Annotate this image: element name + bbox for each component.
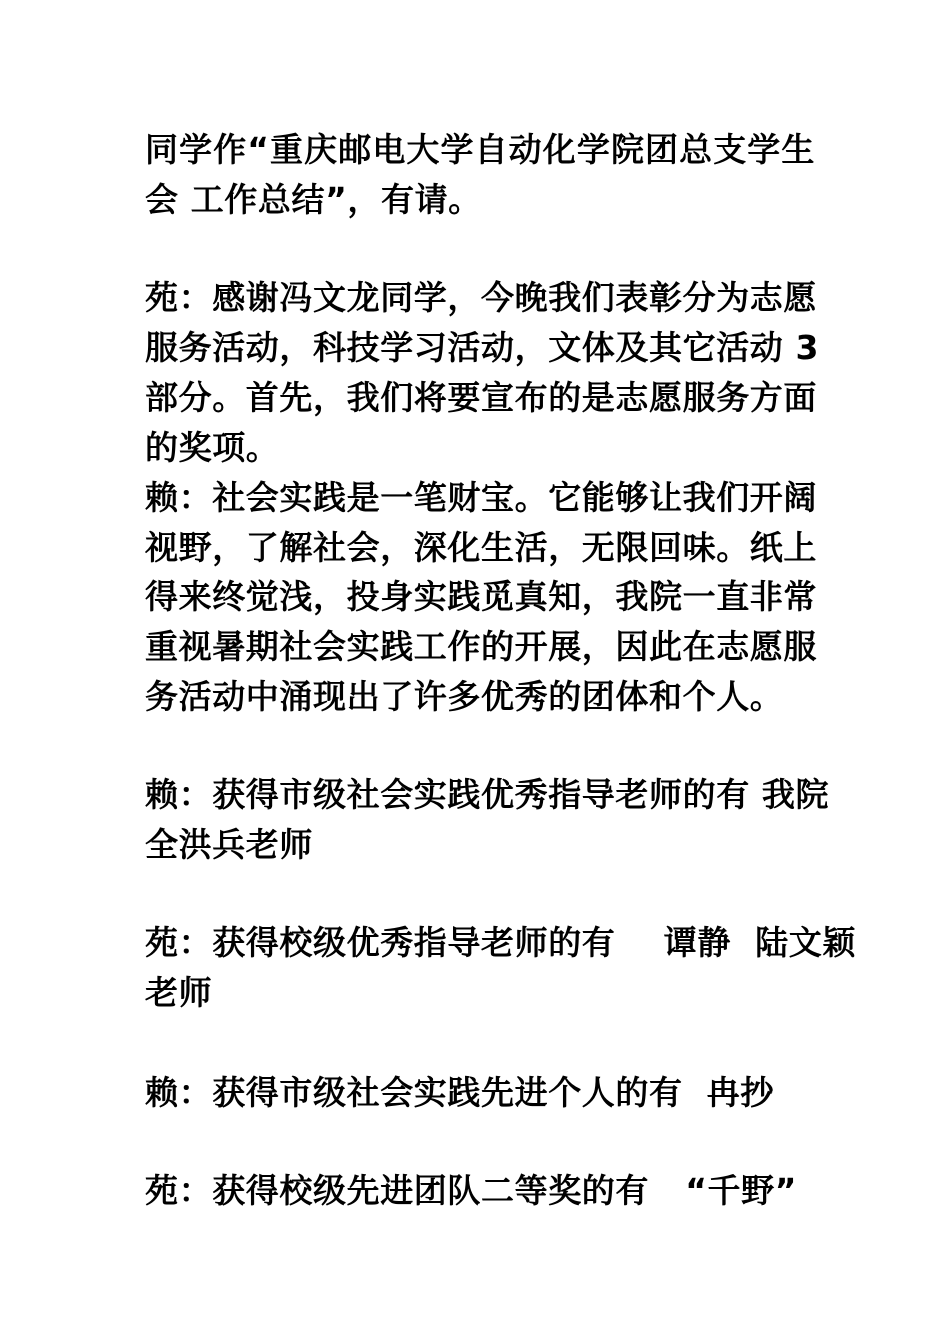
document-page: [145, 0, 856, 1344]
text-line: 视野，了解社会，深化生活，无限回味。纸上: [145, 528, 817, 567]
text-line: 部分。首先，我们将要宣布的是志愿服务方面: [145, 378, 817, 417]
text-line: 苑：感谢冯文龙同学，今晚我们表彰分为志愿: [145, 278, 817, 317]
text-line: 的奖项。: [145, 428, 280, 467]
text-line: 全洪兵老师: [145, 825, 313, 864]
text-line: 苑：获得校级优秀指导老师的有 谭静 陆文颖: [145, 923, 856, 962]
text-line: 务活动中涌现出了许多优秀的团体和个人。: [145, 677, 784, 716]
text-line: 服务活动，科技学习活动，文体及其它活动 3: [145, 328, 820, 367]
text-line: 同学作“重庆邮电大学自动化学院团总支学生: [145, 130, 815, 169]
text-line: 会 工作总结”，有请。: [145, 180, 482, 219]
text-line: 赖：获得市级社会实践优秀指导老师的有 我院: [145, 775, 830, 814]
text-line: 得来终觉浅，投身实践觅真知，我院一直非常: [145, 577, 817, 616]
text-line: 重视暑期社会实践工作的开展，因此在志愿服: [145, 627, 817, 666]
text-line: 赖：获得市级社会实践先进个人的有 冉抄: [145, 1073, 774, 1112]
text-line: 赖：社会实践是一笔财宝。它能够让我们开阔: [145, 478, 817, 517]
text-line: 苑：获得校级先进团队二等奖的有 “千野”: [145, 1171, 798, 1210]
text-line: 老师: [145, 973, 213, 1012]
